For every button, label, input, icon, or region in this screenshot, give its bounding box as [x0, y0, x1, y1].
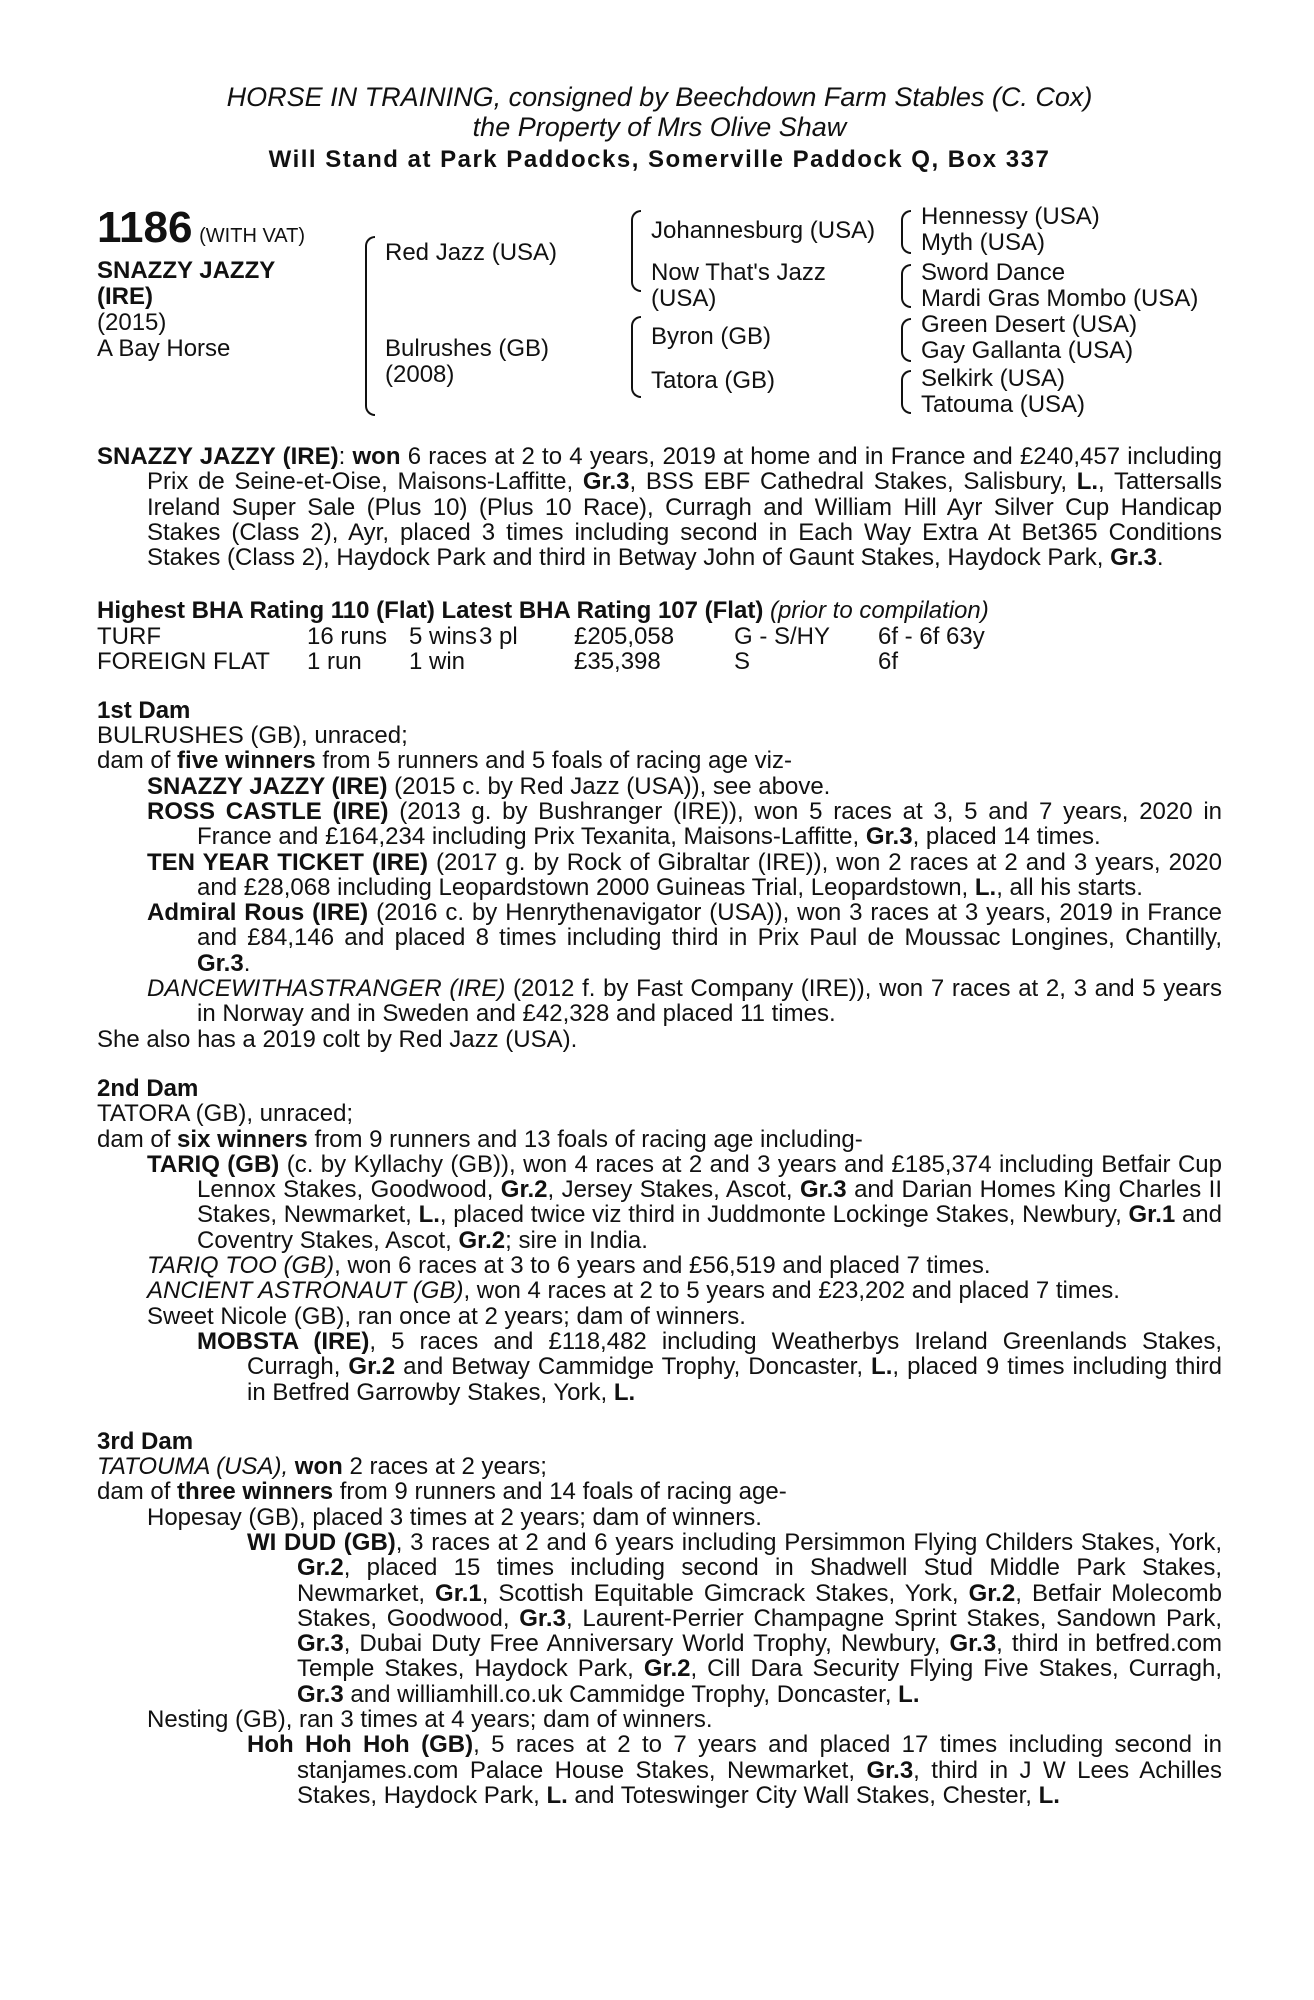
- gg-sss: Hennessy (USA): [921, 203, 1100, 230]
- horse-name-suffix: (IRE): [97, 283, 153, 310]
- stand-location: Will Stand at Park Paddocks, Somerville Paddock Q, Box 337: [268, 146, 1051, 173]
- section-title: 3rd Dam: [97, 1427, 194, 1455]
- sire-line-brace: [631, 210, 641, 292]
- second-dam-section: 2nd Dam TATORA (GB), unraced; dam of six winners from 9 runners and 13 foals of racing age including- TARIQ (GB) (c. by Kyllachy (GB)), won 4 races at 2 and 3 years and £185,374 including Betfair Cup Lennox Stakes, Goodwood, Gr.2, Jersey Stakes, Ascot, Gr.3 and Darian Homes King Charles II Stakes, Newmarket, L., placed twice viz third in Juddmonte Lockinge Stakes, Newbury, Gr.1 and Coventry Stakes, Ascot, Gr.2; sire in India. TARIQ TOO (GB), won 6 races at 3 to 6 years and £56,519 and placed 7 times. ANCIENT ASTRONAUT (GB), won 4 races at 2 to 5 years and £23,202 and placed 7 times. Sweet Nicole (GB), ran once at 2 years; dam of winners. MOBSTA (IRE), 5 races and £118,482 including Weatherbys Ireland Greenlands Stakes, Curragh, Gr.2 and Betway Cammidge Trophy, Doncaster, L., placed 9 times including third in Betfred Garrowby Stakes, York, L.: [97, 1074, 1223, 1406]
- list-item: Nesting (GB), ran 3 times at 4 years; dam of winners.: [147, 1706, 713, 1734]
- list-item: ROSS CASTLE (IRE) (2013 g. by Bushranger (IRE)), won 5 races at 3, 5 and 7 years, 2020 in France and £164,234 including Prix Texanita, Maisons-Laffitte, Gr.3, placed 14 times.: [147, 797, 1223, 851]
- list-item: Admiral Rous (IRE) (2016 c. by Henrythenavigator (USA)), won 3 races at 3 years, 2019 in France and £84,146 and placed 8 times including third in Prix Paul de Moussac Longines, Chantilly, Gr.3.: [147, 899, 1222, 977]
- sire-dam: Now That's Jazz: [651, 259, 826, 286]
- dam-sire: Byron (GB): [651, 323, 772, 350]
- first-dam-section: 1st Dam BULRUSHES (GB), unraced; dam of five winners from 5 runners and 5 foals of racing age viz- SNAZZY JAZZY (IRE) (2015 c. by Red Jazz (USA)), see above. ROSS CASTLE (IRE) (2013 g. by Bushranger (IRE)), won 5 races at 3, 5 and 7 years, 2020 in France and £164,234 including Prix Texanita, Maisons-Laffitte, Gr.3, placed 14 times. TEN YEAR TICKET (IRE) (2017 g. by Rock of Gibraltar (IRE)), won 2 races at 2 and 3 years, 2020 and £28,068 including Leopardstown 2000 Guineas Trial, Leopardstown, L., all his starts. Admiral Rous (IRE) (2016 c. by Henrythenavigator (USA)), won 3 races at 3 years, 2019 in France and £84,146 and placed 8 times including third in Prix Paul de Moussac Longines, Chantilly, Gr.3. DANCEWITHASTRANGER (IRE) (2012 f. by Fast Company (IRE)), won 7 races at 2, 3 and 5 years in Norway and in Sweden and £42,328 and placed 11 times. She also has a 2019 colt by Red Jazz (USA).: [97, 696, 1223, 1053]
- sire: Red Jazz (USA): [385, 239, 558, 266]
- section-title: 2nd Dam: [97, 1074, 199, 1102]
- horse-name: SNAZZY JAZZY: [97, 257, 276, 284]
- catalogue-page: [97, 82, 1222, 1808]
- gg-sdd: Mardi Gras Mombo (USA): [921, 285, 1199, 312]
- list-item: Hopesay (GB), placed 3 times at 2 years; dam of winners.: [147, 1503, 762, 1531]
- dam-line-brace: [631, 316, 641, 398]
- consignor-line: HORSE IN TRAINING, consigned by Beechdown Farm Stables (C. Cox): [226, 82, 1093, 112]
- third-dam-section: 3rd Dam TATOUMA (USA), won 2 races at 2 years; dam of three winners from 9 runners and 14 foals of racing age- Hopesay (GB), placed 3 times at 2 years; dam of winners. WI DUD (GB), 3 races at 2 and 6 years including Persimmon Flying Childers Stakes, York, Gr.2, placed 15 times including second in Shadwell Stud Middle Park Stakes, Newmarket, Gr.1, Scottish Equitable Gimcrack Stakes, York, Gr.2, Betfair Molecomb Stakes, Goodwood, Gr.3, Laurent-Perrier Champagne Sprint Stakes, Sandown Park, Gr.3, Dubai Duty Free Anniversary World Trophy, Newbury, Gr.3, third in betfred.com Temple Stakes, Haydock Park, Gr.2, Cill Dara Security Flying Five Stakes, Curragh, Gr.3 and williamhill.co.uk Cammidge Trophy, Doncaster, L. Nesting (GB), ran 3 times at 4 years; dam of winners. Hoh Hoh Hoh (GB), 5 races at 2 to 7 years and placed 17 times including second in stanjames.com Palace House Stakes, Newmarket, Gr.3, third in J W Lees Achilles Stakes, Haydock Park, L. and Toteswinger City Wall Stakes, Chester, L.: [97, 1427, 1223, 1809]
- sire-sire: Johannesburg (USA): [651, 217, 876, 244]
- section-title: 1st Dam: [97, 696, 191, 724]
- list-item: SNAZZY JAZZY (IRE) (2015 c. by Red Jazz (USA)), see above.: [147, 772, 831, 800]
- gg-brace-4: [901, 370, 911, 414]
- gg-ssd: Myth (USA): [921, 229, 1046, 256]
- list-item: Sweet Nicole (GB), ran once at 2 years; dam of winners.: [147, 1302, 746, 1330]
- table-row: TURF 16 runs 5 wins 3 pl £205,058 G - S/HY 6f - 6f 63y: [97, 622, 985, 650]
- list-item: TEN YEAR TICKET (IRE) (2017 g. by Rock of Gibraltar (IRE)), won 2 races at 2 and 3 years, 2020 and £28,068 including Leopardstown 2000 Guineas Trial, Leopardstown, L., all his starts.: [147, 848, 1222, 901]
- vat-label: (WITH VAT): [199, 225, 306, 247]
- pedigree-block: [97, 203, 1222, 438]
- bha-rating: Highest BHA Rating 110 (Flat) Latest BHA Rating 107 (Flat) (prior to compilation): [97, 597, 989, 625]
- dam: Bulrushes (GB): [385, 335, 550, 362]
- gg-dsd: Gay Gallanta (USA): [921, 337, 1134, 364]
- dam-year: (2008): [385, 361, 455, 388]
- gg-brace-2: [901, 264, 911, 308]
- gg-dds: Selkirk (USA): [921, 365, 1066, 392]
- list-item: TARIQ TOO (GB), won 6 races at 3 to 6 years and £56,519 and placed 7 times.: [147, 1252, 991, 1280]
- list-item: WI DUD (GB), 3 races at 2 and 6 years including Persimmon Flying Childers Stakes, York, Gr.2, placed 15 times including second in Shadwell Stud Middle Park Stakes, Newmarket, Gr.1, Scottish Equitable Gimcrack Stakes, York, Gr.2, Betfair Molecomb Stakes, Goodwood, Gr.3, Laurent-Perrier Champagne Sprint Stakes, Sandown Park, Gr.3, Dubai Duty Free Anniversary World Trophy, Newbury, Gr.3, third in betfred.com Temple Stakes, Haydock Park, Gr.2, Cill Dara Security Flying Five Stakes, Curragh, Gr.3 and williamhill.co.uk Cammidge Trophy, Doncaster, L.: [247, 1528, 1223, 1708]
- race-record-table: [97, 624, 985, 674]
- list-item: ANCIENT ASTRONAUT (GB), won 4 races at 2 to 5 years and £23,202 and placed 7 times.: [147, 1277, 1120, 1305]
- lot-header: [97, 82, 1222, 176]
- table-row: FOREIGN FLAT 1 run 1 win £35,398 S 6f: [97, 647, 899, 675]
- list-item: MOBSTA (IRE), 5 races and £118,482 including Weatherbys Ireland Greenlands Stakes, Curragh, Gr.2 and Betway Cammidge Trophy, Doncaster, L., placed 9 times including third in Betfred Garrowby Stakes, York, L.: [197, 1327, 1223, 1406]
- list-item: DANCEWITHASTRANGER (IRE) (2012 f. by Fast Company (IRE)), won 7 races at 2, 3 and 5 years in Norway and in Sweden and £42,328 and placed 11 times.: [147, 975, 1222, 1028]
- gg-brace-3: [901, 318, 911, 362]
- dam-dam: Tatora (GB): [651, 367, 776, 394]
- property-line: the Property of Mrs Olive Shaw: [472, 112, 847, 142]
- horse-description: A Bay Horse: [97, 335, 231, 362]
- gg-sds: Sword Dance: [921, 259, 1066, 286]
- list-item: Hoh Hoh Hoh (GB), 5 races at 2 to 7 years and placed 17 times including second in stanjames.com Palace House Stakes, Newmarket, Gr.3, third in J W Lees Achilles Stakes, Haydock Park, L. and Toteswinger City Wall Stakes, Chester, L.: [247, 1731, 1222, 1809]
- sire-dam-suffix: (USA): [651, 285, 717, 312]
- race-summary: SNAZZY JAZZY (IRE): won 6 races at 2 to 4 years, 2019 at home and in France and £240,457 including Prix de Seine-et-Oise, Maisons-Laffitte, Gr.3, BSS EBF Cathedral Stakes, Salisbury, L., Tattersalls Ireland Super Sale (Plus 10) (Plus 10 Race), Curragh and William Hill Ayr Silver Cup Handicap Stakes (Class 2), Ayr, placed 3 times including second in Each Way Extra At Bet365 Conditions Stakes (Class 2), Haydock Park and third in Betway John of Gaunt Stakes, Haydock Park, Gr.3.: [97, 443, 1223, 572]
- gg-brace-1: [901, 210, 911, 254]
- foaling-year: (2015): [97, 309, 167, 336]
- gg-ddd: Tatouma (USA): [921, 391, 1086, 418]
- gg-dss: Green Desert (USA): [921, 311, 1138, 338]
- list-item: TARIQ (GB) (c. by Kyllachy (GB)), won 4 races at 2 and 3 years and £185,374 including Betfair Cup Lennox Stakes, Goodwood, Gr.2, Jersey Stakes, Ascot, Gr.3 and Darian Homes King Charles II Stakes, Newmarket, L., placed twice viz third in Juddmonte Lockinge Stakes, Newbury, Gr.1 and Coventry Stakes, Ascot, Gr.2; sire in India.: [147, 1150, 1223, 1254]
- lot-number: 1186: [97, 203, 193, 252]
- lot-number-row: [97, 203, 306, 252]
- parents-brace: [365, 236, 375, 416]
